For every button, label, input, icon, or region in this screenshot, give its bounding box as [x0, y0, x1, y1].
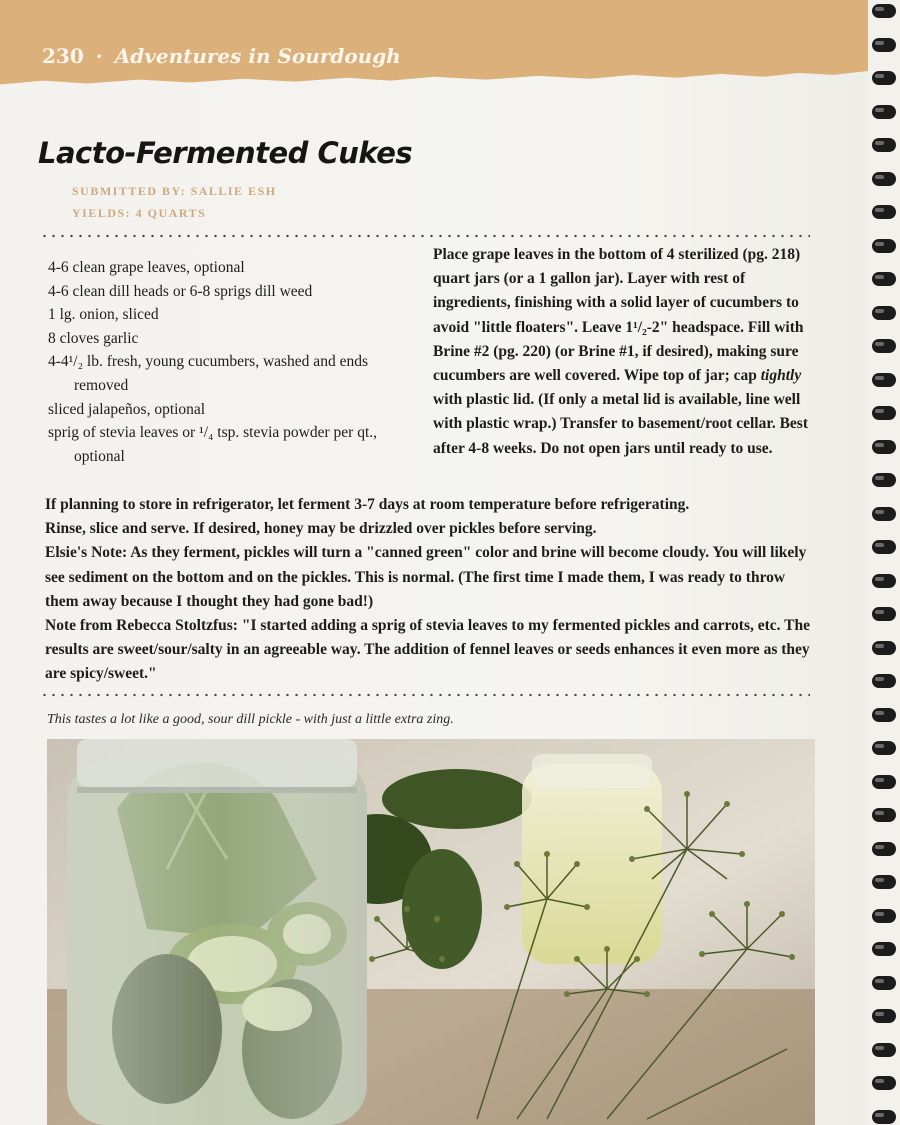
binding-ring [872, 4, 896, 18]
binding-ring [872, 339, 896, 353]
binding-ring [872, 272, 896, 286]
directions [433, 243, 811, 461]
note-paragraph: If planning to store in refrigerator, let ferment 3-7 days at room temperature before refrigerating. [45, 496, 690, 513]
ingredient-item: 4-6 clean dill heads or 6-8 sprigs dill weed [48, 282, 313, 300]
binding-ring [872, 406, 896, 420]
note-paragraph: Rinse, slice and serve. If desired, honey may be drizzled over pickles before serving. [45, 520, 597, 538]
binding-ring [872, 641, 896, 655]
pickle-jar-photo [47, 739, 815, 1125]
recipe-notes [45, 493, 820, 687]
photo-caption: This tastes a lot like a good, sour dill pickle - with just a little extra zing. [47, 712, 454, 727]
binding-ring [872, 708, 896, 722]
directions-emphasis: tightly [760, 367, 802, 385]
binding-ring [872, 808, 896, 822]
binding-ring [872, 942, 896, 956]
note-paragraph: Note from Rebecca Stoltzfus: "I started adding a sprig of stevia leaves to my fermented pickles and carrots, etc. The results are sweet/sour/salty in an agreeable way. The addition of fennel leaves or seeds enhances it even more as they are spicy/sweet." [45, 617, 810, 683]
book-title: Adventures in Sourdough [114, 44, 401, 68]
binding-ring [872, 574, 896, 588]
recipe-title: Lacto-Fermented Cukes [38, 136, 413, 170]
submitted-by: SUBMITTED BY: SALLIE ESH [72, 184, 277, 198]
binding-ring [872, 172, 896, 186]
ingredient-item: 4-4¹/₂ lb. fresh, young cucumbers, washed and ends removed [48, 353, 368, 394]
dotted-divider-bottom [40, 692, 810, 698]
yields: YIELDS: 4 QUARTS [72, 206, 207, 220]
binding-ring [872, 38, 896, 52]
binding-ring [872, 71, 896, 85]
binding-ring [872, 473, 896, 487]
binding-ring [872, 909, 896, 923]
binding-ring [872, 138, 896, 152]
binding-ring [872, 842, 896, 856]
binding-ring [872, 440, 896, 454]
header-separator: · [95, 44, 103, 68]
directions-text-2: with plastic lid. (If only a metal lid is available, line well with plastic wrap.) Transfer to basement/root cellar. Best after 4-8 weeks. Do not open jars until ready to use. [433, 391, 808, 457]
binding-ring [872, 875, 896, 889]
ingredient-item: 4-6 clean grape leaves, optional [48, 259, 245, 276]
dotted-divider-top [40, 233, 810, 239]
binding-ring [872, 1110, 896, 1124]
binding-ring [872, 976, 896, 990]
binding-ring [872, 205, 896, 219]
binding-ring [872, 507, 896, 521]
page-number: 230 [42, 44, 84, 68]
binding-ring [872, 1076, 896, 1090]
binding-ring [872, 373, 896, 387]
binding-ring [872, 741, 896, 755]
binding-ring [872, 1009, 896, 1023]
note-paragraph: Elsie's Note: As they ferment, pickles will turn a "canned green" color and brine will become cloudy. You will likely see sediment on the bottom and on the pickles. This is normal. (The first time I made them, I was ready to throw them away because I thought they had gone bad!) [45, 544, 807, 610]
binding-ring [872, 674, 896, 688]
binding-ring [872, 540, 896, 554]
binding-ring [872, 607, 896, 621]
binding-ring [872, 105, 896, 119]
running-header [42, 44, 401, 68]
ingredient-item: 8 cloves garlic [48, 329, 139, 347]
binding-ring [872, 239, 896, 253]
binding-ring [872, 306, 896, 320]
ingredient-item: sliced jalapeños, optional [48, 400, 206, 418]
spiral-binding [868, 0, 900, 1125]
ingredient-list [48, 256, 418, 468]
binding-ring [872, 775, 896, 789]
ingredient-item: 1 lg. onion, sliced [48, 306, 159, 324]
binding-ring [872, 1043, 896, 1057]
directions-text-1: Place grape leaves in the bottom of 4 sterilized (pg. 218) quart jars (or a 1 gallon jar). Layer with rest of ingredients, finishing with a solid layer of cucumbers to avoid "little floaters". Leave 1¹/₂-2" headspace. Fill with Brine #2 (pg. 220) (or Brine #1, if desired), making sure cucumbers are well covered. Wipe top of jar; cap [433, 246, 804, 385]
ingredient-item: sprig of stevia leaves or ¹/₄ tsp. stevia powder per qt., optional [48, 424, 378, 465]
